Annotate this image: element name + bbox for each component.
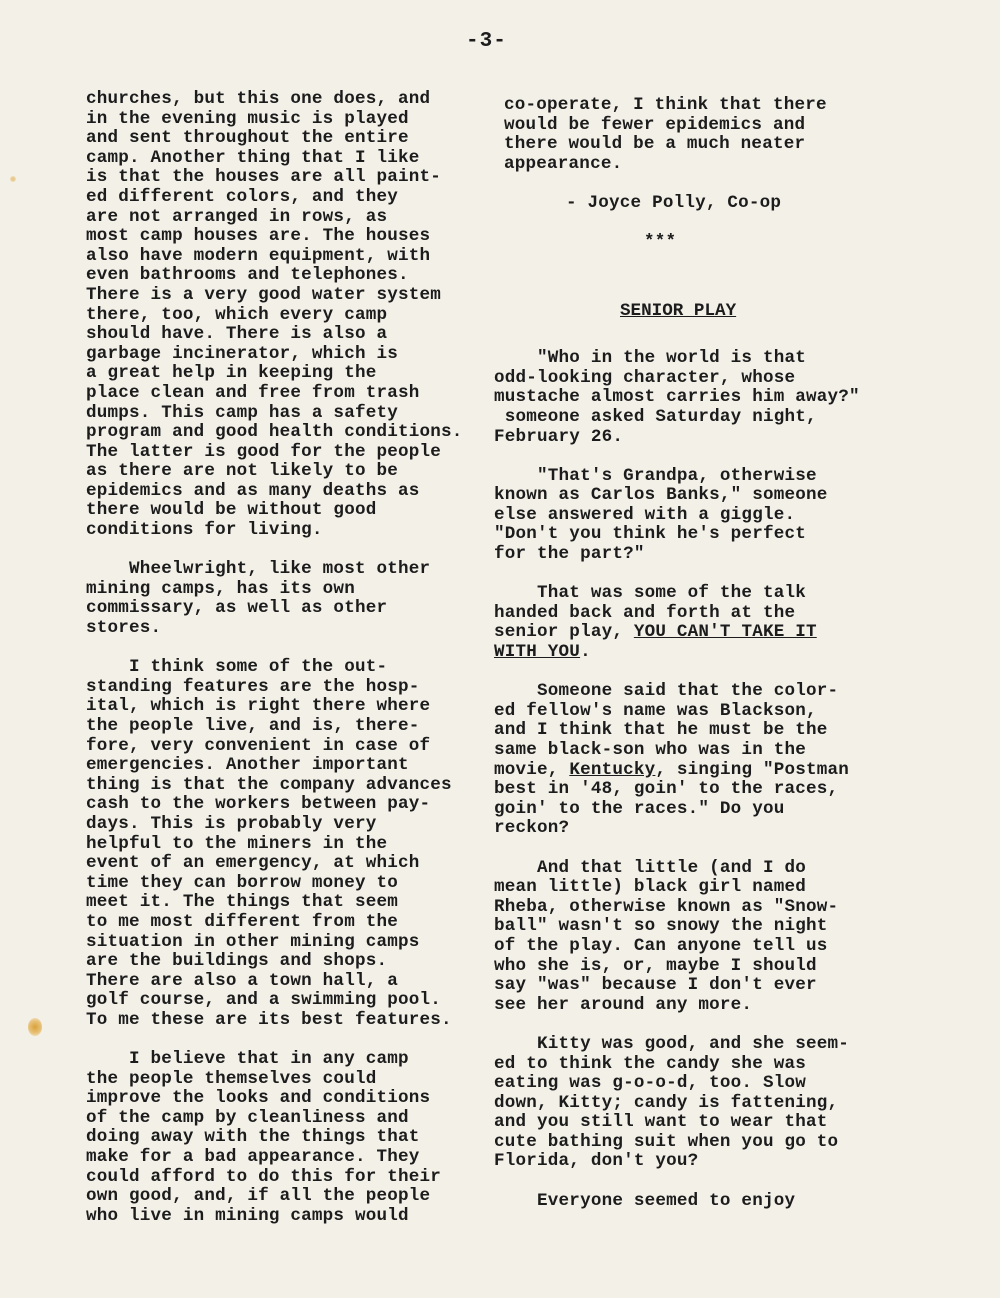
paragraph-gap — [86, 639, 506, 659]
left-column — [86, 90, 506, 1226]
text-line: program and good health conditions. — [86, 422, 463, 443]
text-line: And that little (and I do — [494, 857, 806, 878]
paragraph-gap — [494, 663, 914, 683]
text-line: "Who in the world is that — [494, 348, 806, 369]
text-line: cute bathing suit when you go to — [494, 1131, 839, 1152]
text-line: who live in mining camps would — [86, 1205, 409, 1226]
text-line: odd-looking character, whose — [494, 367, 796, 388]
text-line: else answered with a giggle. — [494, 504, 796, 525]
text-line: days. This is probably very — [86, 813, 377, 834]
text-line: reckon? — [494, 818, 570, 839]
text-line — [494, 643, 914, 663]
text-line: Wheelwright, like most other — [86, 559, 431, 580]
text-line: churches, but this one does, and — [86, 89, 431, 109]
text-line: of the camp by cleanliness and — [86, 1107, 409, 1128]
text-line: doing away with the things that — [86, 1127, 420, 1148]
text-line: Everyone seemed to enjoy — [494, 1190, 796, 1211]
text-line: meet it. The things that seem — [86, 892, 398, 913]
text-line: there, too, which every camp — [86, 304, 388, 325]
text-line: and you still want to wear that — [494, 1112, 828, 1133]
text-line: a great help in keeping the — [86, 363, 377, 384]
text-line: there would be a much neater — [504, 134, 806, 155]
text-fragment: , singing "Postman — [655, 759, 850, 780]
text-line: golf course, and a swimming pool. — [86, 990, 442, 1011]
paragraph-gap — [494, 447, 914, 467]
text-line: ball" wasn't so snowy the night — [494, 916, 828, 937]
text-line: could afford to do this for their — [86, 1166, 442, 1187]
text-line: mining camps, has its own — [86, 578, 355, 599]
text-line: To me these are its best features. — [86, 1009, 452, 1030]
right-column — [494, 96, 914, 1211]
text-line: Someone said that the color- — [494, 681, 839, 702]
text-line: ed to think the candy she was — [494, 1053, 806, 1074]
paragraph-gap — [494, 214, 914, 234]
paragraph-gap — [494, 839, 914, 859]
text-line: camp. Another thing that I like — [86, 147, 420, 168]
paragraph-gap — [86, 1031, 506, 1051]
text-line: known as Carlos Banks," someone — [494, 485, 828, 506]
text-line: There is a very good water system — [86, 284, 442, 305]
text-line: That was some of the talk — [494, 583, 806, 604]
paragraph-gap — [494, 1015, 914, 1035]
text-line: handed back and forth at the — [494, 602, 796, 623]
text-fragment: movie, — [494, 759, 570, 780]
text-line: event of an emergency, at which — [86, 853, 420, 874]
text-line: and I think that he must be the — [494, 720, 828, 741]
text-line: February 26. — [494, 426, 624, 447]
text-line: thing is that the company advances — [86, 774, 452, 795]
text-line: ital, which is right there where — [86, 696, 431, 717]
text-line: "Don't you think he's perfect — [494, 524, 806, 545]
text-line: should have. There is also a — [86, 324, 388, 345]
text-line: are the buildings and shops. — [86, 951, 388, 972]
text-line: mustache almost carries him away?" — [494, 387, 860, 408]
text-line: of the play. Can anyone tell us — [494, 935, 828, 956]
text-line: emergencies. Another important — [86, 755, 409, 776]
paragraph-gap — [494, 565, 914, 585]
text-line: commissary, as well as other — [86, 598, 388, 619]
paragraph-gap — [86, 541, 506, 561]
text-line: dumps. This camp has a safety — [86, 402, 398, 423]
text-fragment: . — [580, 642, 591, 663]
text-line: also have modern equipment, with — [86, 245, 431, 266]
text-line: ed different colors, and they — [86, 186, 398, 207]
text-line: There are also a town hall, a — [86, 970, 398, 991]
text-line: garbage incinerator, which is — [86, 343, 398, 364]
paragraph-gap — [494, 1172, 914, 1192]
text-line: the people live, and is, there- — [86, 716, 420, 736]
text-fragment: senior play, — [494, 622, 634, 643]
text-line: Rheba, otherwise known as "Snow- — [494, 896, 839, 917]
text-line: to me most different from the — [86, 911, 398, 932]
text-line: in the evening music is played — [86, 108, 409, 129]
text-line: the people themselves could — [86, 1068, 377, 1089]
paragraph-gap — [494, 253, 914, 273]
play-title: YOU CAN'T TAKE IT — [633, 622, 817, 643]
text-line: best in '48, goin' to the races, — [494, 779, 839, 800]
paper-stain — [10, 176, 16, 182]
paper-stain — [28, 1018, 42, 1036]
text-line: standing features are the hosp- — [86, 676, 420, 697]
text-line: epidemics and as many deaths as — [86, 480, 420, 501]
text-line: situation in other mining camps — [86, 931, 420, 952]
text-line — [494, 623, 914, 643]
text-line: for the part?" — [494, 544, 645, 565]
text-line: is that the houses are all paint- — [86, 167, 442, 188]
text-line: cash to the workers between pay- — [86, 794, 431, 815]
text-line: see her around any more. — [494, 994, 753, 1015]
text-line: mean little) black girl named — [494, 877, 806, 898]
text-line: there would be without good — [86, 500, 377, 521]
movie-title: Kentucky — [569, 759, 656, 780]
paragraph-gap — [494, 322, 914, 342]
text-line — [494, 761, 914, 781]
text-line: Florida, don't you? — [494, 1151, 699, 1172]
text-line: Kitty was good, and she seem- — [494, 1033, 850, 1054]
text-line: place clean and free from trash — [86, 382, 420, 403]
text-line: The latter is good for the people — [86, 441, 442, 462]
author-signature: - Joyce Polly, Co-op — [566, 192, 782, 213]
text-line: make for a bad appearance. They — [86, 1147, 420, 1168]
text-line: down, Kitty; candy is fattening, — [494, 1092, 839, 1113]
text-line: same black-son who was in the — [494, 740, 806, 760]
paragraph-gap — [494, 174, 914, 194]
text-line: I think some of the out- — [86, 657, 388, 678]
page-number: -3- — [466, 30, 507, 53]
text-line: appearance. — [504, 153, 623, 174]
text-line: would be fewer epidemics and — [504, 114, 806, 135]
text-line: helpful to the miners in the — [86, 833, 388, 854]
text-line: eating was g-o-o-d, too. Slow — [494, 1073, 806, 1094]
text-line: as there are not likely to be — [86, 461, 398, 482]
text-line: most camp houses are. The houses — [86, 226, 431, 247]
text-line: fore, very convenient in case of — [86, 735, 431, 756]
text-line: even bathrooms and telephones. — [86, 265, 409, 286]
text-line: goin' to the races." Do you — [494, 798, 785, 819]
text-line: who she is, or, maybe I should — [494, 955, 817, 976]
text-line: own good, and, if all the people — [86, 1186, 431, 1207]
text-line: someone asked Saturday night, — [494, 406, 817, 427]
text-line: "That's Grandpa, otherwise — [494, 465, 817, 486]
section-heading: SENIOR PLAY — [620, 300, 737, 321]
text-line: time they can borrow money to — [86, 872, 398, 893]
text-line: say "was" because I don't ever — [494, 975, 817, 996]
section-separator: *** — [644, 232, 677, 253]
text-line: and sent throughout the entire — [86, 128, 409, 149]
text-line: stores. — [86, 618, 162, 639]
text-line: ed fellow's name was Blackson, — [494, 700, 817, 721]
text-line: co-operate, I think that there — [504, 95, 827, 115]
play-title: WITH YOU — [494, 642, 581, 663]
text-line: are not arranged in rows, as — [86, 206, 388, 227]
text-line: conditions for living. — [86, 520, 323, 541]
paragraph-gap — [494, 272, 914, 292]
text-line: I believe that in any camp — [86, 1049, 409, 1070]
text-line: improve the looks and conditions — [86, 1088, 431, 1109]
